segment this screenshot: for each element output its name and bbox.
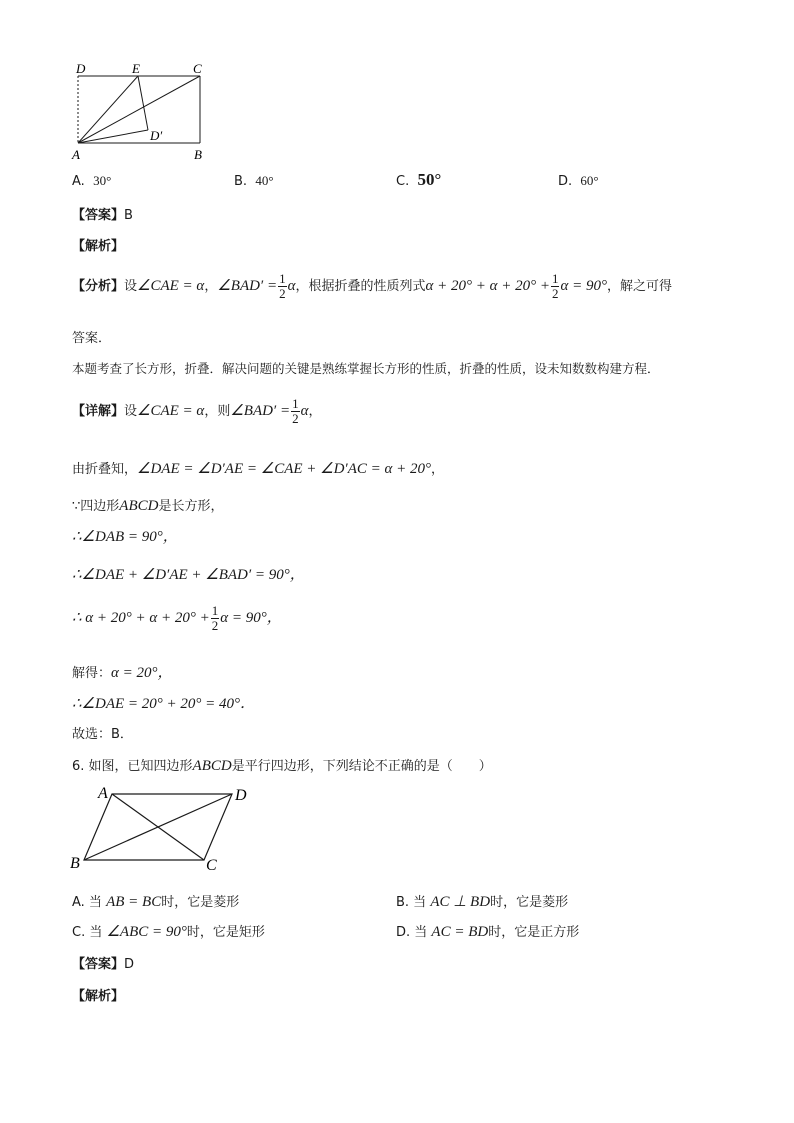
fraction-denominator: 2 [279,286,286,301]
label-b: B [194,147,202,162]
q5-detail-line2 [72,458,444,478]
detail-text: 设 [124,404,138,419]
option-math: AB = BC [106,894,162,910]
option-value: 50° [417,170,442,189]
fraction-numerator: 1 [551,271,559,286]
fraction [291,397,300,426]
fenxi-text: ，根据折叠的性质列式 [295,279,426,294]
q5-fenxi-line2: 答案． [72,331,112,346]
q5-detail-line7 [72,661,173,682]
q6-figure [64,782,260,876]
detail-math: α = 90°， [220,610,282,626]
detail-text: ， [308,404,322,419]
q5-fenxi-line1 [72,272,672,301]
option-value: 60° [580,173,599,188]
q5-detail-line9: 故选：B． [72,727,133,742]
option-value: 40° [255,173,274,188]
detail-text: ， [431,462,445,477]
q5-detail-line1 [72,397,321,426]
fenxi-math: ∠BAD′ = [217,278,278,294]
q5-option-c [396,170,441,190]
fenxi-text: ， [204,279,218,294]
option-value: 30° [93,173,112,188]
detail-math: α [300,403,309,419]
option-letter: D. [558,174,573,189]
q5-figure [66,58,216,166]
detail-math: ∠BAD′ = [230,403,291,419]
fenxi-math: α + 20° + α + 20° + [425,278,550,294]
option-letter: A. 当 [72,895,102,910]
detail-text: ∵四边形 [72,499,120,514]
detail-math: ABCD [119,498,159,514]
segment-ae [78,76,138,143]
option-letter: A. [72,174,85,189]
label-d: D [76,61,86,76]
label-c: C [206,857,217,874]
fraction [278,272,287,301]
detail-text: 由折叠知， [72,462,138,477]
detail-text: 解得： [72,666,112,681]
detail-text: ，则 [204,404,231,419]
q5-option-d [558,173,599,189]
option-text: 时，它是矩形 [186,925,265,940]
label-a: A [72,147,80,162]
option-math: AC = BD [431,924,489,940]
fraction-numerator: 1 [292,396,299,411]
q5-detail-line4: ∴∠DAB = 90°， [72,529,178,545]
fraction [211,604,220,633]
fenxi-tag: 【分析】 [72,279,125,294]
option-text: 时，它是菱形 [161,895,240,910]
fraction-denominator: 2 [211,618,219,633]
q6-analysis-tag: 【解析】 [72,989,125,1004]
segment-ed-prime [138,76,148,130]
detail-math: ∴ α + 20° + α + 20° + [72,610,210,626]
fraction-denominator: 2 [292,411,299,426]
option-letter: B. 当 [396,895,427,910]
detail-math: α = 20°， [111,665,173,681]
q5-detail-line3 [72,495,223,515]
fraction-numerator: 1 [211,603,219,618]
q5-detail-line5: ∴∠DAE + ∠D′AE + ∠BAD′ = 90°， [72,567,305,583]
option-text: 时，它是菱形 [490,895,569,910]
stem-text: 6. 如图，已知四边形 [72,759,193,774]
label-c: C [193,61,202,76]
label-b: B [70,855,80,872]
detail-math: ∠CAE = α [137,403,205,419]
fraction [551,272,560,301]
option-text: 时，它是正方形 [488,925,580,940]
q5-option-b [234,173,274,189]
label-a: A [98,785,108,802]
answer-tag: 【答案】 [72,208,125,223]
q5-analysis-tag: 【解析】 [72,239,125,254]
option-math: ∠ABC = 90° [106,924,187,940]
q5-answer [72,204,133,223]
fenxi-math: α [287,278,296,294]
option-math: AC ⊥ BD [430,894,491,910]
detail-tag: 【详解】 [72,404,125,419]
detail-text: 是长方形， [158,499,224,514]
stem-math: ABCD [192,758,232,774]
q5-detail-line8: ∴∠DAE = 20° + 20° = 40°． [72,696,256,712]
option-letter: C. [396,174,410,189]
fenxi-text: ，解之可得 [606,279,672,294]
label-d-prime: D′ [150,128,163,143]
diagonal-bd [84,794,232,860]
fenxi-text: 设 [124,279,138,294]
segment-ac [78,76,200,143]
option-letter: C. 当 [72,925,103,940]
detail-math: ∠DAE = ∠D′AE = ∠CAE + ∠D′AC = α + 20° [137,461,431,477]
q6-option-a [72,891,239,911]
answer-tag: 【答案】 [72,957,125,972]
option-letter: B. [234,174,248,189]
q5-fenxi-line3: 本题考查了长方形，折叠．解决问题的关键是熟练掌握长方形的性质，折叠的性质，设未知数数构建方程． [72,361,660,376]
q6-option-d [396,921,579,941]
label-d: D [235,787,247,804]
answer-value: B [124,208,133,223]
fraction-numerator: 1 [279,271,286,286]
q6-stem [72,755,492,775]
q6-answer [72,953,134,972]
q6-option-c [72,921,265,941]
fraction-denominator: 2 [551,286,559,301]
stem-text: 是平行四边形，下列结论不正确的是（ ） [231,759,492,774]
fenxi-math: α = 90° [560,278,607,294]
q5-detail-line6 [72,604,282,633]
q5-option-a [72,173,111,189]
fenxi-math: ∠CAE = α [137,278,205,294]
answer-value: D [124,957,135,972]
label-e: E [132,61,140,76]
q6-option-b [396,891,568,911]
option-letter: D. 当 [396,925,428,940]
